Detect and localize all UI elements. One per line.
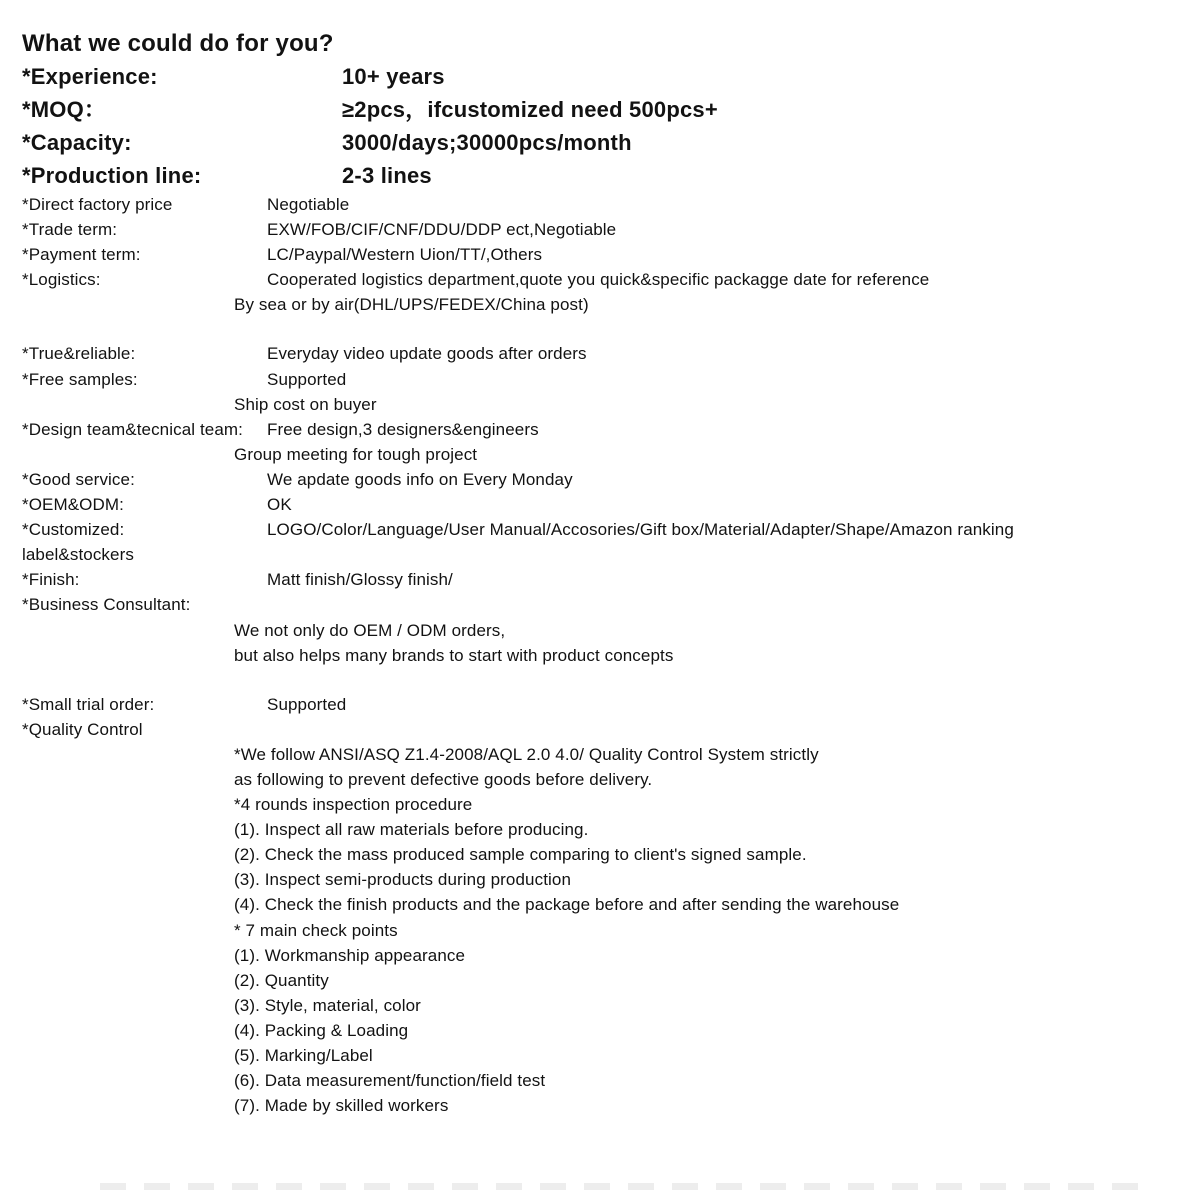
highlight-row — [22, 159, 1182, 192]
field-label: *MOQ： — [22, 97, 107, 122]
qc-line: *We follow ANSI/ASQ Z1.4-2008/AQL 2.0 4.0/ Quality Control System strictly — [234, 744, 819, 764]
document — [22, 28, 1182, 1118]
field-label: *Customized: — [22, 520, 125, 540]
field-label: *Production line: — [22, 163, 202, 188]
continuation-line: We not only do OEM / ODM orders, — [234, 620, 506, 640]
field-row — [22, 267, 1182, 292]
continuation-line: Group meeting for tough project — [234, 444, 478, 464]
qc-line: (3). Inspect semi-products during production — [234, 870, 572, 890]
field-label: *Good service: — [22, 469, 135, 489]
field-value: LOGO/Color/Language/User Manual/Accosories/Gift box/Material/Adapter/Shape/Amazon ranking — [267, 520, 1014, 540]
field-row — [22, 367, 1182, 392]
field-row — [22, 717, 1182, 742]
field-value: We apdate goods info on Every Monday — [267, 469, 573, 489]
highlight-row — [22, 126, 1182, 159]
qc-line: (2). Quantity — [234, 970, 329, 990]
continuation-line: label&stockers — [22, 545, 134, 565]
field-value: Matt finish/Glossy finish/ — [267, 570, 453, 590]
field-label: *OEM&ODM: — [22, 495, 124, 515]
qc-line: (1). Inspect all raw materials before producing. — [234, 820, 589, 840]
field-label: *Finish: — [22, 570, 80, 590]
field-label: *Experience: — [22, 64, 158, 89]
field-value: Cooperated logistics department,quote you quick&specific packagge date for reference — [267, 270, 930, 290]
field-row — [22, 242, 1182, 267]
qc-line: (6). Data measurement/function/field test — [234, 1071, 546, 1091]
field-value: OK — [267, 495, 292, 515]
field-label: *True&reliable: — [22, 344, 136, 364]
field-row — [22, 192, 1182, 217]
qc-line: (1). Workmanship appearance — [234, 945, 466, 965]
qc-line: (5). Marking/Label — [234, 1046, 373, 1065]
qc-line: (4). Packing & Loading — [234, 1020, 409, 1040]
continuation-line: but also helps many brands to start with product concepts — [234, 645, 674, 665]
field-value: LC/Paypal/Western Uion/TT/,Others — [267, 245, 543, 265]
field-value: Free design,3 designers&engineers — [267, 419, 539, 439]
field-label: *Quality Control — [22, 719, 143, 739]
field-value: ≥2pcs，ifcustomized need 500pcs+ — [342, 97, 718, 122]
field-value — [267, 592, 1182, 617]
qc-line: (3). Style, material, color — [234, 995, 421, 1015]
field-label: *Business Consultant: — [22, 595, 191, 615]
qc-line: (2). Check the mass produced sample comparing to client's signed sample. — [234, 845, 807, 865]
field-value: Supported — [267, 694, 347, 714]
qc-line: *4 rounds inspection procedure — [234, 795, 473, 815]
field-row — [22, 217, 1182, 242]
field-label: *Logistics: — [22, 270, 101, 290]
qc-line: * 7 main check points — [234, 920, 398, 940]
field-row — [22, 567, 1182, 592]
spacer — [22, 317, 1182, 341]
page-title: What we could do for you? — [22, 30, 334, 57]
spacer — [22, 668, 1182, 692]
qc-line: (4). Check the finish products and the package before and after sending the warehouse — [234, 895, 900, 915]
field-label: *Small trial order: — [22, 694, 155, 714]
qc-line: as following to prevent defective goods before delivery. — [234, 769, 653, 789]
field-row — [22, 341, 1182, 366]
field-label: *Payment term: — [22, 245, 141, 265]
field-value: 2-3 lines — [342, 163, 432, 188]
field-label: *Free samples: — [22, 369, 138, 389]
continuation-line: By sea or by air(DHL/UPS/FEDEX/China post) — [234, 295, 589, 315]
field-label: *Direct factory price — [22, 195, 173, 214]
field-value — [267, 717, 1182, 742]
field-value: EXW/FOB/CIF/CNF/DDU/DDP ect,Negotiable — [267, 220, 617, 240]
qc-line: (7). Made by skilled workers — [234, 1096, 449, 1116]
field-label: *Design team&tecnical team: — [22, 419, 243, 439]
field-label: *Capacity: — [22, 130, 132, 155]
field-value: 10+ years — [342, 64, 445, 89]
field-row — [22, 492, 1182, 517]
scan-artifact — [100, 1183, 1140, 1190]
field-row — [22, 692, 1182, 717]
field-value: 3000/days;30000pcs/month — [342, 130, 632, 155]
field-row — [22, 417, 1182, 442]
field-row — [22, 467, 1182, 492]
field-label: *Trade term: — [22, 220, 118, 240]
field-row — [22, 517, 1182, 542]
highlight-row — [22, 93, 1182, 126]
field-row — [22, 592, 1182, 617]
continuation-line: Ship cost on buyer — [234, 394, 377, 414]
highlight-row — [22, 60, 1182, 93]
field-value: Supported — [267, 369, 347, 389]
field-value: Negotiable — [267, 195, 350, 214]
field-value: Everyday video update goods after orders — [267, 344, 587, 364]
